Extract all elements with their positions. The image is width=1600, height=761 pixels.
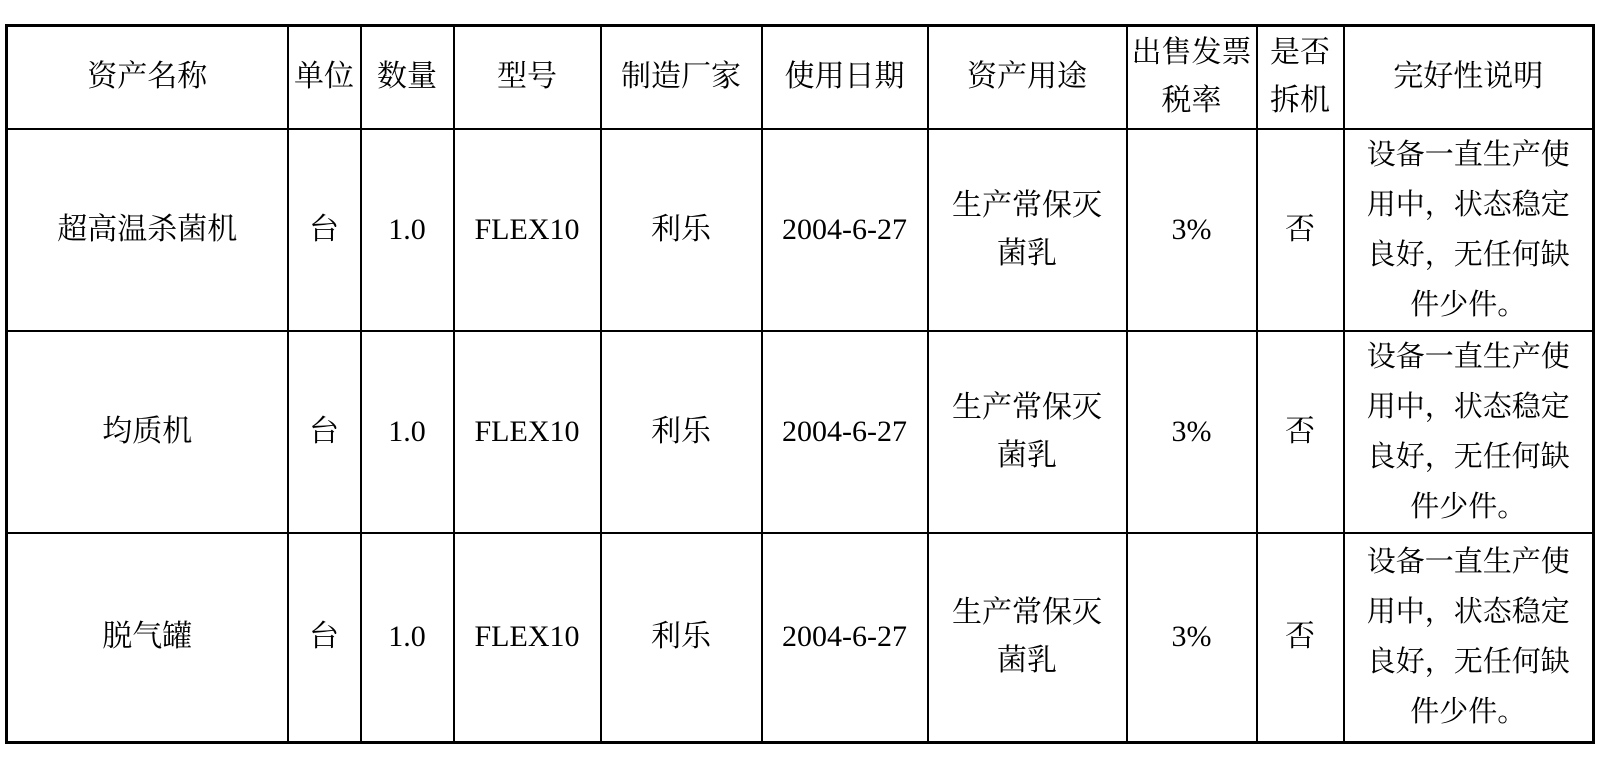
cell-tax-rate: 3% <box>1127 331 1257 533</box>
header-cell-dismantled: 是否拆机 <box>1257 26 1344 129</box>
header-row <box>7 26 1594 129</box>
cell-condition: 设备一直生产使用中，状态稳定良好，无任何缺件少件。 <box>1344 331 1594 533</box>
cell-asset-name: 超高温杀菌机 <box>7 129 288 331</box>
cell-model: FLEX10 <box>454 129 601 331</box>
cell-use-date: 2004-6-27 <box>762 533 928 743</box>
cell-manufacturer: 利乐 <box>601 331 762 533</box>
cell-tax-rate: 3% <box>1127 533 1257 743</box>
cell-unit: 台 <box>288 533 361 743</box>
cell-model: FLEX10 <box>454 331 601 533</box>
cell-purpose: 生产常保灭菌乳 <box>928 129 1127 331</box>
cell-manufacturer: 利乐 <box>601 129 762 331</box>
cell-use-date: 2004-6-27 <box>762 331 928 533</box>
cell-manufacturer: 利乐 <box>601 533 762 743</box>
cell-dismantled: 否 <box>1257 129 1344 331</box>
cell-quantity: 1.0 <box>361 129 454 331</box>
header-cell-asset-name: 资产名称 <box>7 26 288 129</box>
table-row <box>7 331 1594 533</box>
cell-quantity: 1.0 <box>361 331 454 533</box>
header-cell-purpose: 资产用途 <box>928 26 1127 129</box>
cell-condition: 设备一直生产使用中，状态稳定良好，无任何缺件少件。 <box>1344 129 1594 331</box>
table-row <box>7 533 1594 743</box>
header-cell-manufacturer: 制造厂家 <box>601 26 762 129</box>
header-cell-model: 型号 <box>454 26 601 129</box>
asset-table <box>5 24 1595 744</box>
cell-quantity: 1.0 <box>361 533 454 743</box>
cell-purpose: 生产常保灭菌乳 <box>928 331 1127 533</box>
cell-condition: 设备一直生产使用中，状态稳定良好，无任何缺件少件。 <box>1344 533 1594 743</box>
table-row <box>7 129 1594 331</box>
cell-unit: 台 <box>288 129 361 331</box>
table-header <box>7 26 1594 129</box>
header-cell-unit: 单位 <box>288 26 361 129</box>
cell-unit: 台 <box>288 331 361 533</box>
cell-dismantled: 否 <box>1257 331 1344 533</box>
table-body <box>7 129 1594 743</box>
header-cell-tax-rate: 出售发票税率 <box>1127 26 1257 129</box>
cell-asset-name: 脱气罐 <box>7 533 288 743</box>
cell-model: FLEX10 <box>454 533 601 743</box>
header-cell-use-date: 使用日期 <box>762 26 928 129</box>
header-cell-quantity: 数量 <box>361 26 454 129</box>
cell-tax-rate: 3% <box>1127 129 1257 331</box>
cell-asset-name: 均质机 <box>7 331 288 533</box>
cell-purpose: 生产常保灭菌乳 <box>928 533 1127 743</box>
header-cell-condition: 完好性说明 <box>1344 26 1594 129</box>
cell-use-date: 2004-6-27 <box>762 129 928 331</box>
cell-dismantled: 否 <box>1257 533 1344 743</box>
